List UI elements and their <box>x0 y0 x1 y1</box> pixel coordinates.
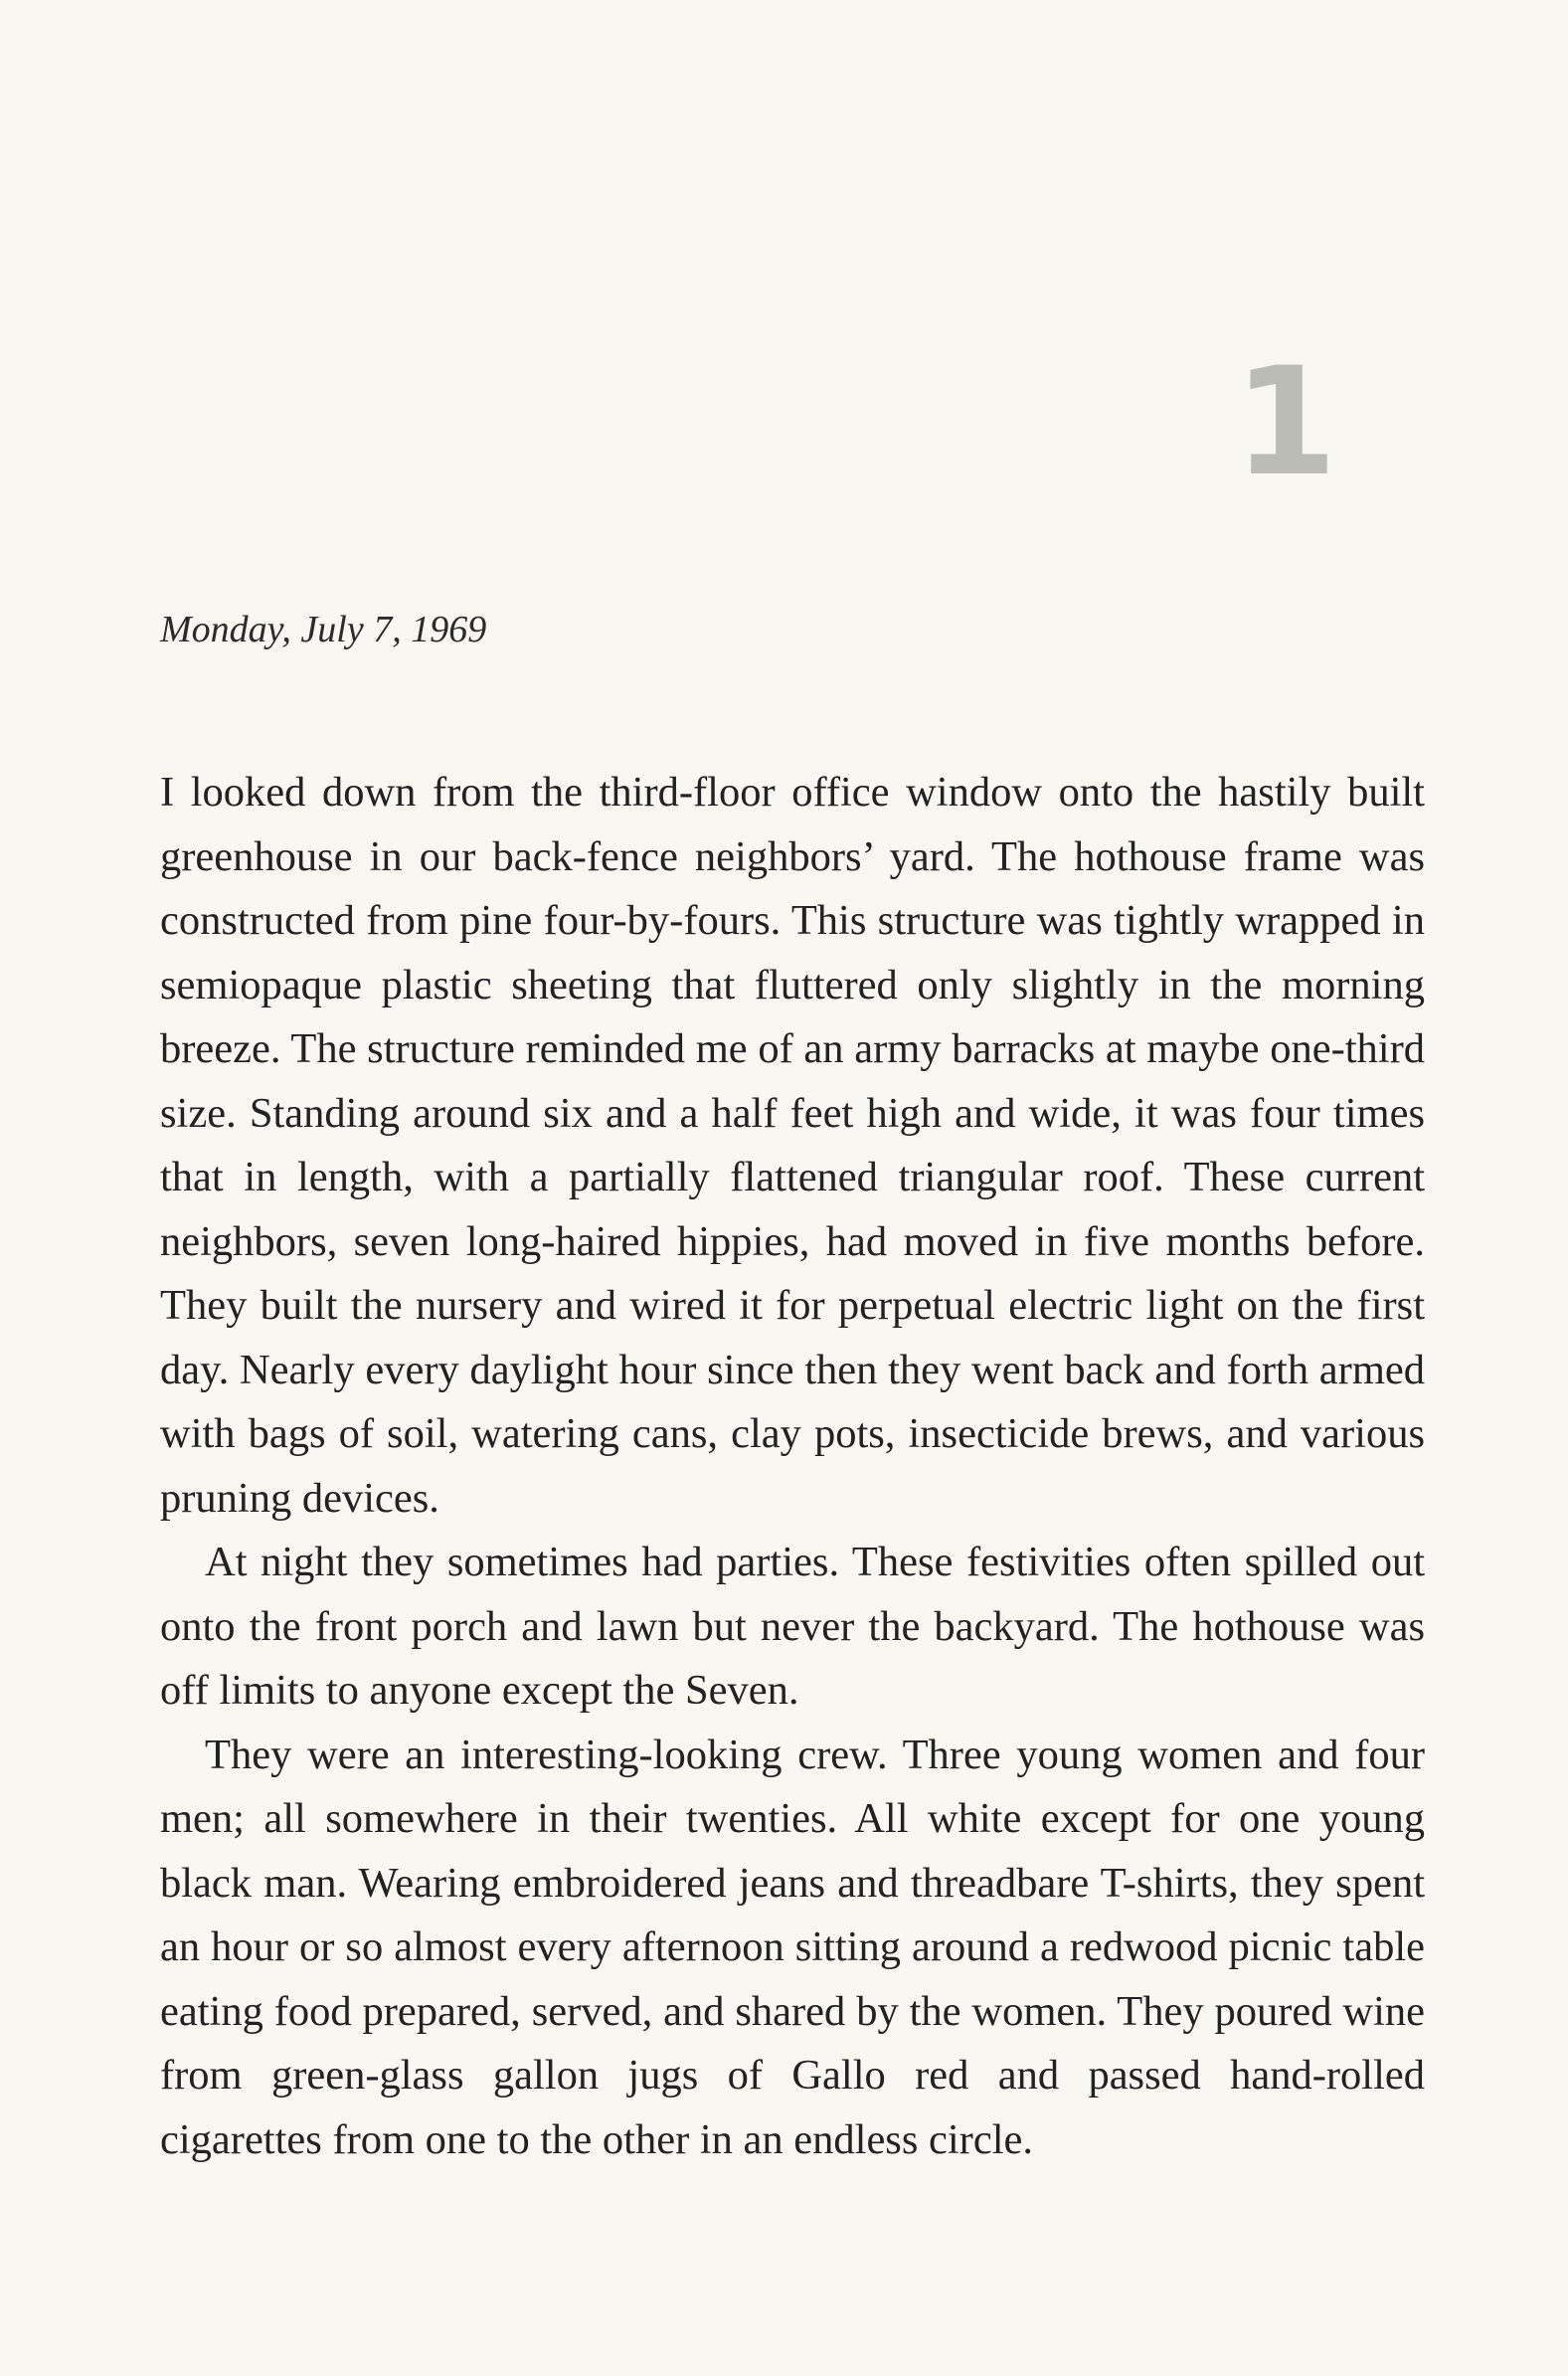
chapter-body <box>160 761 1425 2172</box>
paragraph: I looked down from the third-floor office window onto the hastily built greenhouse in our back-fence neighbors’ yard. The hothouse frame was constructed from pine four-by-fours. This structure was tightly wrapped in semiopaque plastic sheeting that fluttered only slightly in the morning breeze. The structure reminded me of an army barracks at maybe one-third size. Standing around six and a half feet high and wide, it was four times that in length, with a partially flattened triangular roof. These current neighbors, seven long-haired hippies, had moved in five months before. They built the nursery and wired it for perpetual electric light on the first day. Nearly every daylight hour since then they went back and forth armed with bags of soil, watering cans, clay pots, insecticide brews, and various pruning devices. <box>160 769 1425 1522</box>
chapter-dateline: Monday, July 7, 1969 <box>160 609 487 650</box>
paragraph: They were an interesting-looking crew. Three young women and four men; all somewhere in their twenties. All white except for one young black man. Wearing embroidered jeans and threadbare T-shirts, they spent an hour or so almost every afternoon sitting around a redwood picnic table eating food prepared, served, and shared by the women. They poured wine from green-glass gallon jugs of Gallo red and passed hand-rolled cigarettes from one to the other in an endless circle. <box>160 1731 1425 2163</box>
chapter-number: 1 <box>1233 336 1337 509</box>
paragraph: At night they sometimes had parties. These festivities often spilled out onto the front porch and lawn but never the backyard. The hothouse was off limits to anyone except the Seven. <box>160 1539 1425 1714</box>
